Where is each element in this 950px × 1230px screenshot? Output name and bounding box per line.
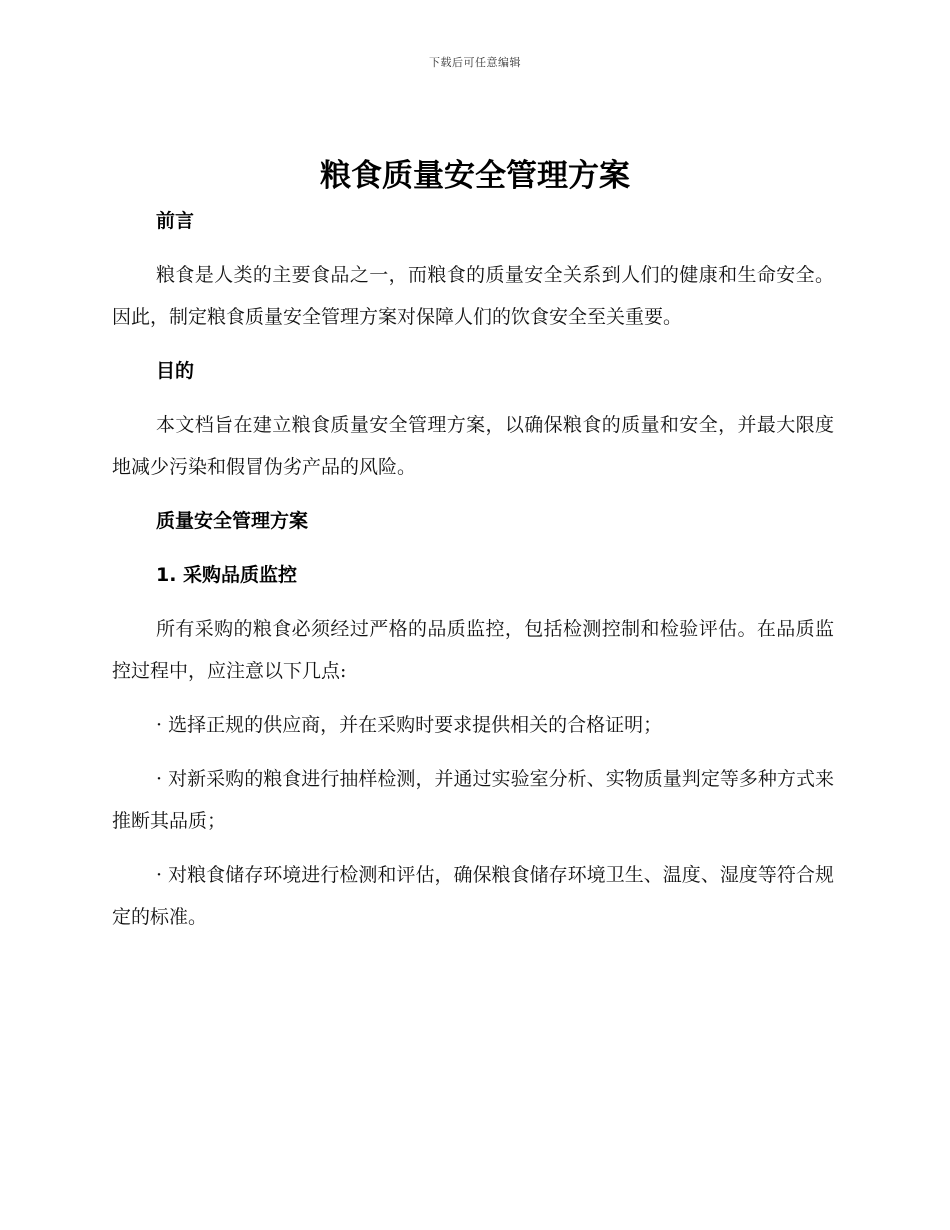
- section-heading-purpose: 目的: [156, 360, 195, 382]
- list-item: · 选择正规的供应商，并在采购时要求提供相关的合格证明；: [156, 714, 663, 736]
- list-item: · 对粮食储存环境进行检测和评估，确保粮食储存环境卫生、温度、湿度等符合规定的标准。: [112, 864, 834, 928]
- section-heading-preface: 前言: [156, 210, 195, 232]
- paragraph-purpose: 本文档旨在建立粮食质量安全管理方案，以确保粮食的质量和安全，并最大限度地减少污染和假冒伪劣产品的风险。: [112, 414, 834, 478]
- document-title: 粮食质量安全管理方案: [320, 158, 630, 194]
- document-body: [112, 200, 834, 938]
- paragraph-procurement-intro: 所有采购的粮食必须经过严格的品质监控，包括检测控制和检验评估。在品质监控过程中，应注意以下几点:: [112, 618, 834, 682]
- list-item: · 对新采购的粮食进行抽样检测，并通过实验室分析、实物质量判定等多种方式来推断其品质；: [112, 768, 834, 832]
- section-heading-plan: 质量安全管理方案: [156, 510, 309, 532]
- subsection-heading-procurement: 1. 采购品质监控: [156, 564, 298, 586]
- header-note: 下载后可任意编辑: [429, 56, 521, 69]
- paragraph-preface: 粮食是人类的主要食品之一，而粮食的质量安全关系到人们的健康和生命安全。因此，制定粮食质量安全管理方案对保障人们的饮食安全至关重要。: [112, 264, 834, 328]
